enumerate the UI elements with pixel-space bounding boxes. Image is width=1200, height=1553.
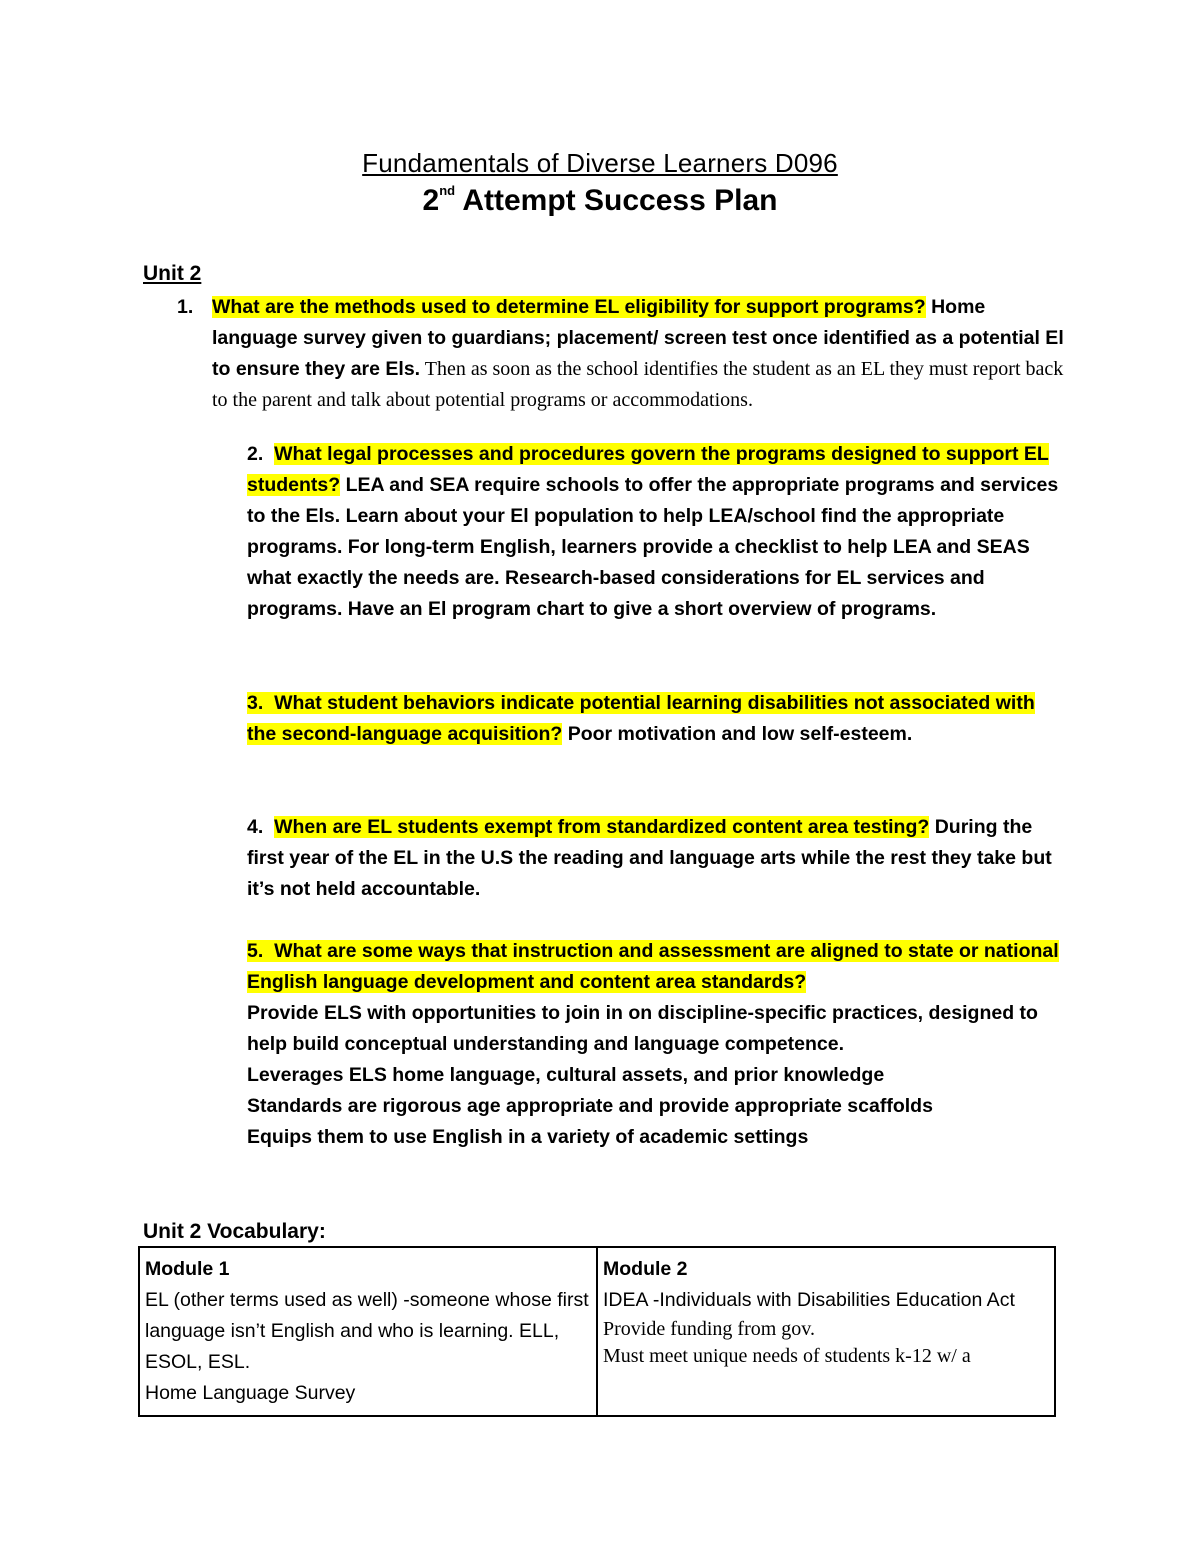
document-subtitle	[0, 184, 1200, 218]
question-number: 1.	[177, 296, 194, 318]
question-5	[247, 936, 1067, 1153]
subtitle-rest: Attempt Success Plan	[455, 184, 778, 217]
vocab-heading: Unit 2 Vocabulary:	[143, 1220, 326, 1243]
answer-text: LEA and SEA require schools to offer the appropriate programs and services to the Els. Learn about your El population to help LEA/school find the appropriate programs. For long-term English, learners provide a checklist to help LEA and SEAS what exactly the needs are. Research-based considerations for EL services and programs. Have an El program chart to give a short overview of programs.	[247, 474, 1059, 620]
question-text: What are the methods used to determine EL eligibility for support programs?	[212, 296, 926, 318]
unit-heading: Unit 2	[143, 262, 202, 285]
subtitle-prefix: 2	[422, 184, 440, 217]
answer-text: Poor motivation and low self-esteem.	[562, 723, 913, 745]
question-text: When are EL students exempt from standardized content area testing?	[274, 816, 930, 838]
subtitle-superscript: nd	[439, 183, 456, 198]
answer-text: During the first year of the EL in the U.S the reading and language arts while the rest they take but it’s not held accountable.	[247, 816, 1052, 900]
module-header: Module 2	[603, 1258, 688, 1280]
module-header: Module 1	[145, 1258, 230, 1280]
table-row	[139, 1247, 1055, 1416]
question-number: 5.	[247, 940, 264, 962]
question-number: 3.	[247, 692, 264, 714]
question-1	[177, 292, 1067, 416]
vocab-entry-serif: Must meet unique needs of students k-12 w/ a	[603, 1345, 971, 1367]
vocab-entry: IDEA -Individuals with Disabilities Education Act	[603, 1289, 1015, 1311]
question-4	[247, 812, 1067, 905]
vocab-table	[138, 1246, 1056, 1417]
question-number: 2.	[247, 443, 264, 465]
answer-text-serif: Then as soon as the school identifies the student as an EL they must report back to the parent and talk about potential programs or accommodations.	[212, 358, 1064, 411]
answer-line: Standards are rigorous age appropriate and provide appropriate scaffolds	[247, 1095, 933, 1117]
question-3	[247, 688, 1067, 750]
answer-text: Home language survey given to guardians; placement/ screen test once identified as a potential El to ensure they are Els.	[212, 296, 1064, 380]
question-text: What legal processes and procedures govern the programs designed to support EL students?	[247, 443, 1049, 496]
question-number: 4.	[247, 816, 264, 838]
question-2	[247, 439, 1067, 625]
vocab-cell-module-1	[139, 1247, 597, 1416]
question-1-body	[212, 292, 1067, 416]
document-title: Fundamentals of Diverse Learners D096	[362, 148, 838, 178]
question-text: What student behaviors indicate potential learning disabilities not associated with the second-language acquisition?	[247, 692, 1035, 745]
vocab-entry-serif: Provide funding from gov.	[603, 1318, 816, 1340]
vocab-cell-module-2	[597, 1247, 1055, 1416]
vocab-entry: EL (other terms used as well) -someone whose first language isn’t English and who is learning. ELL, ESOL, ESL.	[145, 1289, 589, 1373]
answer-line: Equips them to use English in a variety of academic settings	[247, 1126, 809, 1148]
answer-line: Provide ELS with opportunities to join in on discipline-specific practices, designed to help build conceptual understanding and language competence.	[247, 1002, 1038, 1055]
answer-line: Leverages ELS home language, cultural assets, and prior knowledge	[247, 1064, 885, 1086]
question-text: What are some ways that instruction and assessment are aligned to state or national English language development and content area standards?	[247, 940, 1059, 993]
vocab-entry: Home Language Survey	[145, 1382, 356, 1404]
